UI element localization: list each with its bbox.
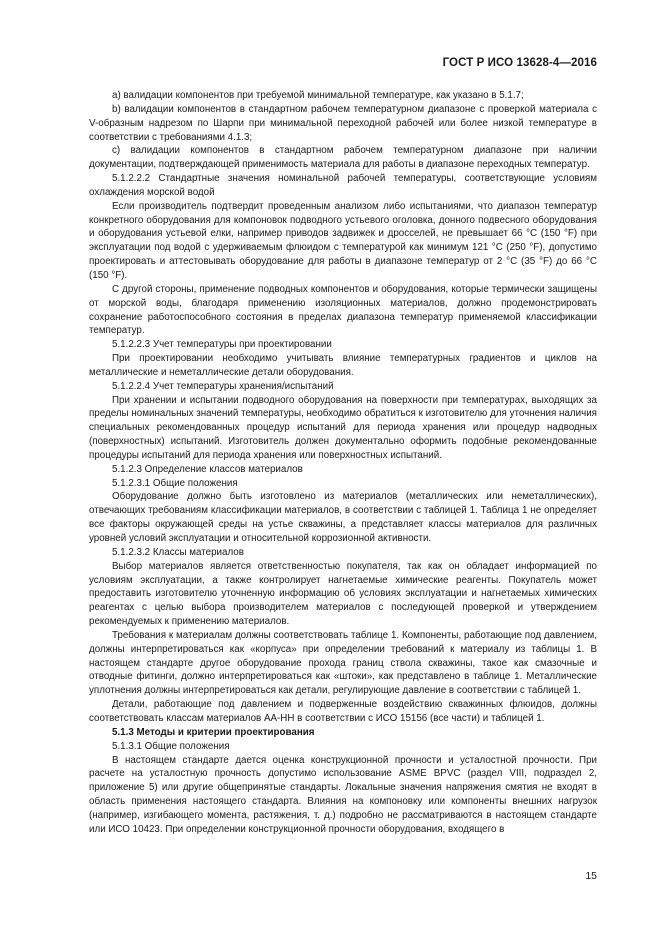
- paragraph: В настоящем стандарте дается оценка конструкционной прочности и усталостной прочности. При расчете на усталостную прочность допустимо использование ASME BPVC (раздел VIII, подраздел 2, приложение 5) или другие общепринятые стандарты. Локальные значения напряжения смятия не входят в область применения настоящего стандарта. Влияния на компоновку или компоненты внешних нагрузок (например, изгибающего момента, растяжения, т. д.) подробно не рассматриваются в настоящем стандарте или ИСО 10423. При определении конструкционной прочности оборудования, входящего в: [89, 754, 597, 835]
- paragraph: При проектировании необходимо учитывать влияние температурных градиентов и циклов на металлические и неметаллические детали оборудования.: [89, 353, 597, 378]
- document-body: [89, 89, 597, 837]
- paragraph: b) валидации компонентов в стандартном рабочем температурном диапазоне с проверкой материала с V-образным надрезом по Шарпи при минимальной переходной рабочей или более низкой температуре в соответствии с требованиями 4.1.3;: [89, 103, 597, 143]
- section-heading: 5.1.3.1 Общие положения: [112, 740, 230, 752]
- section-heading: 5.1.2.3 Определение классов материалов: [112, 463, 303, 475]
- section-heading: 5.1.2.3.2 Классы материалов: [112, 546, 244, 558]
- section-heading: 5.1.2.2.2 Стандартные значения номинальной рабочей температуры, соответствующие условиям охлаждения морской водой: [89, 173, 597, 198]
- document-header: ГОСТ Р ИСО 13628-4—2016: [442, 57, 597, 69]
- paragraph: При хранении и испытании подводного оборудования на поверхности при температурах, выходящих за пределы номинальных значений температуры, необходимо обратиться к изготовителю для уточнения наличия специальных рекомендованных процедур испытаний для периода хранения или процедур надводных (поверхностных) испытаний. Изготовитель должен документально оформить подобные рекомендованные процедуры испытаний для периода хранения или поверхностных испытаний.: [89, 394, 597, 461]
- page-number: 15: [585, 870, 597, 882]
- paragraph: С другой стороны, применение подводных компонентов и оборудования, которые термически защищены от морской воды, благодаря применению изоляционных материалов, должно продемонстрировать сохранение работоспособного состояния в пределах диапазона температур применяемой классификации температур.: [89, 283, 597, 337]
- section-heading: 5.1.2.3.1 Общие положения: [112, 477, 238, 489]
- paragraph: Если производитель подтвердит проведенным анализом либо испытаниями, что диапазон температур конкретного оборудования для компоновок подводного устьевого оголовка, донного подвесного оборудования и оборудования устьевой елки, например приводов задвижек и дросселей, не превышает 66 °C (150 °F) при эксплуатации под водой с удерживаемым флюидом с температурой как минимум 121 °C (250 °F), допустимо проектировать и аттестовывать оборудование для работы в диапазоне температур от 2 °C (35 °F) до 66 °C (150 °F).: [89, 200, 597, 281]
- paragraph: Выбор материалов является ответственностью покупателя, так как он обладает информацией по условиям эксплуатации, а также контролирует нагнетаемые химические реагенты. Покупатель может предоставить изготовителю уточненную информацию об условиях эксплуатации и нагнетаемых химических реагентах с целью выбора производителем материалов с последующей проверкой и утверждением рекомендуемых к применению материалов.: [89, 560, 597, 628]
- paragraph: Требования к материалам должны соответствовать таблице 1. Компоненты, работающие под давлением, должны интерпретироваться как «корпуса» при определении требований к материалу из таблицы 1. В настоящем стандарте другое оборудование прохода границ ствола скважины, такое как смазочные и отводные фитинги, должно интерпретироваться как «штоки», как представлено в таблице 1. Металлические уплотнения должны интерпретироваться как детали, регулирующие давление в соответствии с таблицей 1.: [89, 629, 597, 697]
- section-heading-bold: 5.1.3 Методы и критерии проектирования: [112, 726, 315, 738]
- section-heading: 5.1.2.2.3 Учет температуры при проектировании: [112, 339, 332, 351]
- paragraph: a) валидации компонентов при требуемой минимальной температуре, как указано в 5.1.7;: [112, 90, 524, 101]
- paragraph: Оборудование должно быть изготовлено из материалов (металлических или неметаллических), отвечающих требованиям классификации материалов, в соответствии с таблицей 1. Таблица 1 не определяет все факторы окружающей среды на устье скважины, а представляет классы материалов для различных уровней условий эксплуатации и относительной коррозионной активности.: [89, 491, 597, 544]
- section-heading: 5.1.2.2.4 Учет температуры хранения/испытаний: [112, 380, 334, 392]
- paragraph: Детали, работающие под давлением и подверженные воздействию скважинных флюидов, должны соответствовать классам материалов АА-НН в соответствии с ИСО 15156 (все части) и таблицей 1.: [89, 699, 597, 724]
- paragraph: c) валидации компонентов в стандартном рабочем температурном диапазоне при наличии документации, подтверждающей применимость материала для работы в диапазоне переходных температур.: [89, 145, 597, 171]
